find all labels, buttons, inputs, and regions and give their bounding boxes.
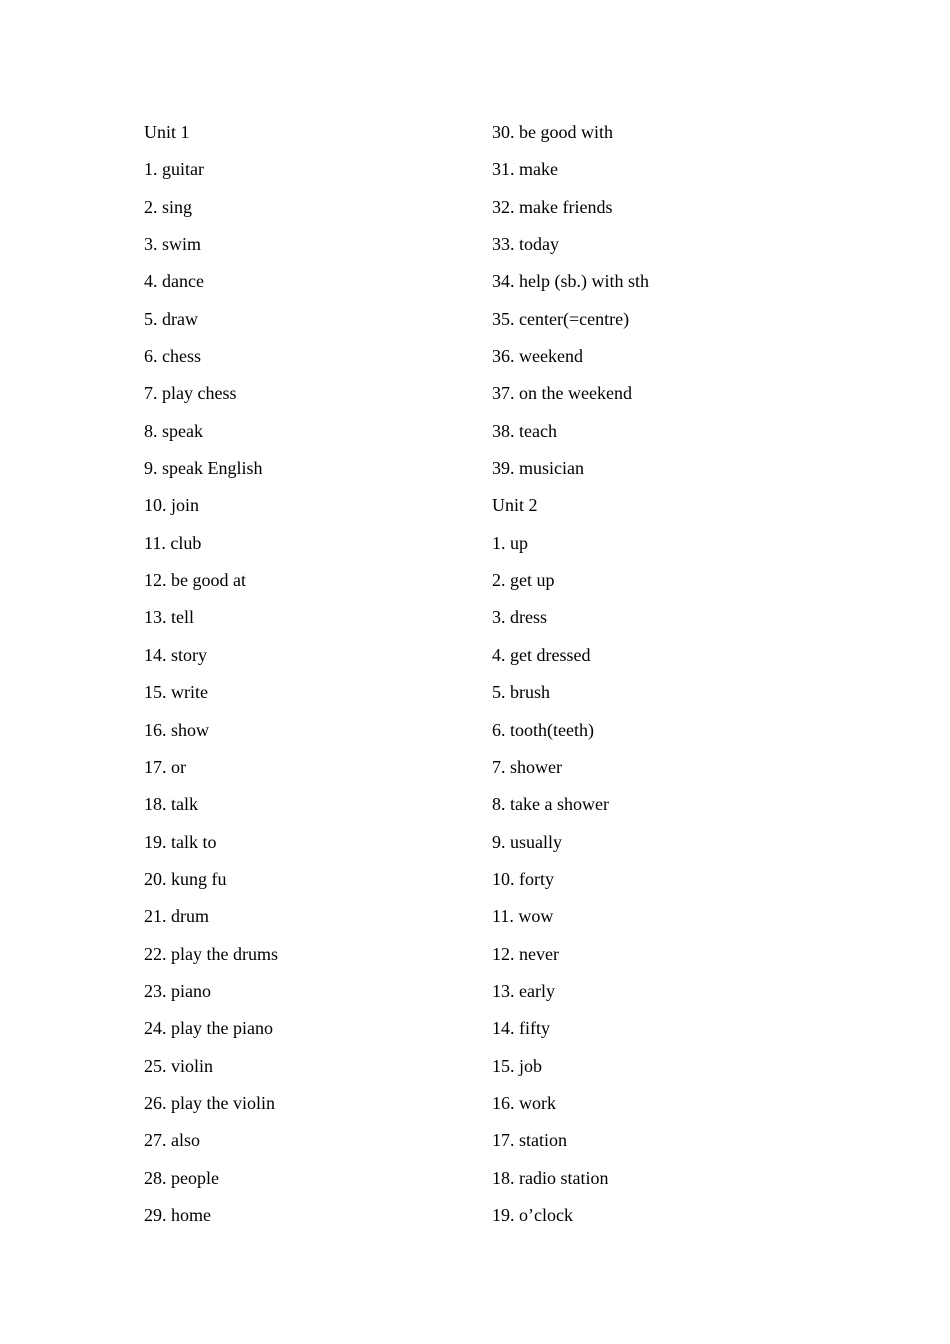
vocab-line: 14. fifty bbox=[492, 1018, 550, 1039]
vocab-line: 24. play the piano bbox=[144, 1018, 273, 1039]
vocab-line: 8. speak bbox=[144, 420, 203, 441]
vocab-line: 4. dance bbox=[144, 271, 204, 292]
vocab-line: 9. usually bbox=[492, 831, 562, 852]
vocab-line: 13. early bbox=[492, 980, 555, 1001]
vocab-line: 22. play the drums bbox=[144, 943, 278, 964]
vocab-line: 12. never bbox=[492, 943, 559, 964]
vocab-line: 19. o’clock bbox=[492, 1204, 573, 1225]
vocabulary-column-left bbox=[144, 118, 474, 1238]
vocab-line: 11. wow bbox=[492, 906, 554, 927]
vocab-line: Unit 1 bbox=[144, 122, 190, 142]
vocab-line: 17. or bbox=[144, 756, 186, 777]
vocab-line: 25. violin bbox=[144, 1055, 214, 1076]
vocab-line: 18. radio station bbox=[492, 1167, 609, 1188]
vocab-line: 16. show bbox=[144, 719, 210, 740]
vocab-line: 15. job bbox=[492, 1055, 543, 1076]
vocab-line: 29. home bbox=[144, 1204, 211, 1225]
vocab-line: 1. up bbox=[492, 532, 528, 553]
vocab-line: 5. brush bbox=[492, 682, 550, 703]
vocab-line: 36. weekend bbox=[492, 346, 583, 367]
vocab-line: 18. talk bbox=[144, 794, 198, 815]
vocab-line: 3. dress bbox=[492, 607, 547, 628]
vocab-line: 2. get up bbox=[492, 570, 555, 591]
vocab-line: 1. guitar bbox=[144, 159, 204, 180]
vocab-line: 28. people bbox=[144, 1167, 219, 1188]
vocab-line: 9. speak English bbox=[144, 458, 263, 479]
vocab-line: 10. join bbox=[144, 495, 200, 516]
vocab-line: 8. take a shower bbox=[492, 794, 609, 815]
vocab-line: 7. play chess bbox=[144, 383, 237, 404]
vocab-line: 35. center(=centre) bbox=[492, 308, 630, 329]
vocab-line: 3. swim bbox=[144, 234, 202, 255]
vocab-line: 17. station bbox=[492, 1130, 567, 1151]
vocab-line: 31. make bbox=[492, 159, 558, 180]
vocab-line: 7. shower bbox=[492, 756, 562, 777]
vocab-line: 37. on the weekend bbox=[492, 383, 632, 404]
vocab-line: 13. tell bbox=[144, 607, 194, 628]
vocab-line: 30. be good with bbox=[492, 122, 613, 142]
vocab-line: 4. get dressed bbox=[492, 644, 591, 665]
vocab-line: 2. sing bbox=[144, 196, 193, 217]
vocab-line: 20. kung fu bbox=[144, 868, 227, 889]
vocab-line: 27. also bbox=[144, 1130, 200, 1151]
vocab-line: 14. story bbox=[144, 644, 207, 665]
vocab-line: 16. work bbox=[492, 1092, 556, 1113]
vocab-line: 5. draw bbox=[144, 308, 198, 329]
vocab-line: 6. tooth(teeth) bbox=[492, 719, 594, 740]
vocab-line: Unit 2 bbox=[492, 495, 538, 516]
vocab-line: 6. chess bbox=[144, 346, 201, 367]
vocab-line: 32. make friends bbox=[492, 196, 613, 217]
vocab-line: 19. talk to bbox=[144, 831, 217, 852]
vocab-line: 11. club bbox=[144, 532, 202, 553]
vocabulary-column-right bbox=[492, 118, 822, 1238]
vocab-line: 21. drum bbox=[144, 906, 209, 927]
vocab-line: 33. today bbox=[492, 234, 559, 255]
vocab-line: 23. piano bbox=[144, 980, 211, 1001]
vocab-line: 15. write bbox=[144, 682, 208, 703]
vocab-line: 26. play the violin bbox=[144, 1092, 275, 1113]
vocab-line: 10. forty bbox=[492, 868, 554, 889]
vocab-line: 38. teach bbox=[492, 420, 557, 441]
vocab-line: 39. musician bbox=[492, 458, 584, 479]
vocab-line: 12. be good at bbox=[144, 570, 246, 591]
vocab-line: 34. help (sb.) with sth bbox=[492, 271, 649, 292]
